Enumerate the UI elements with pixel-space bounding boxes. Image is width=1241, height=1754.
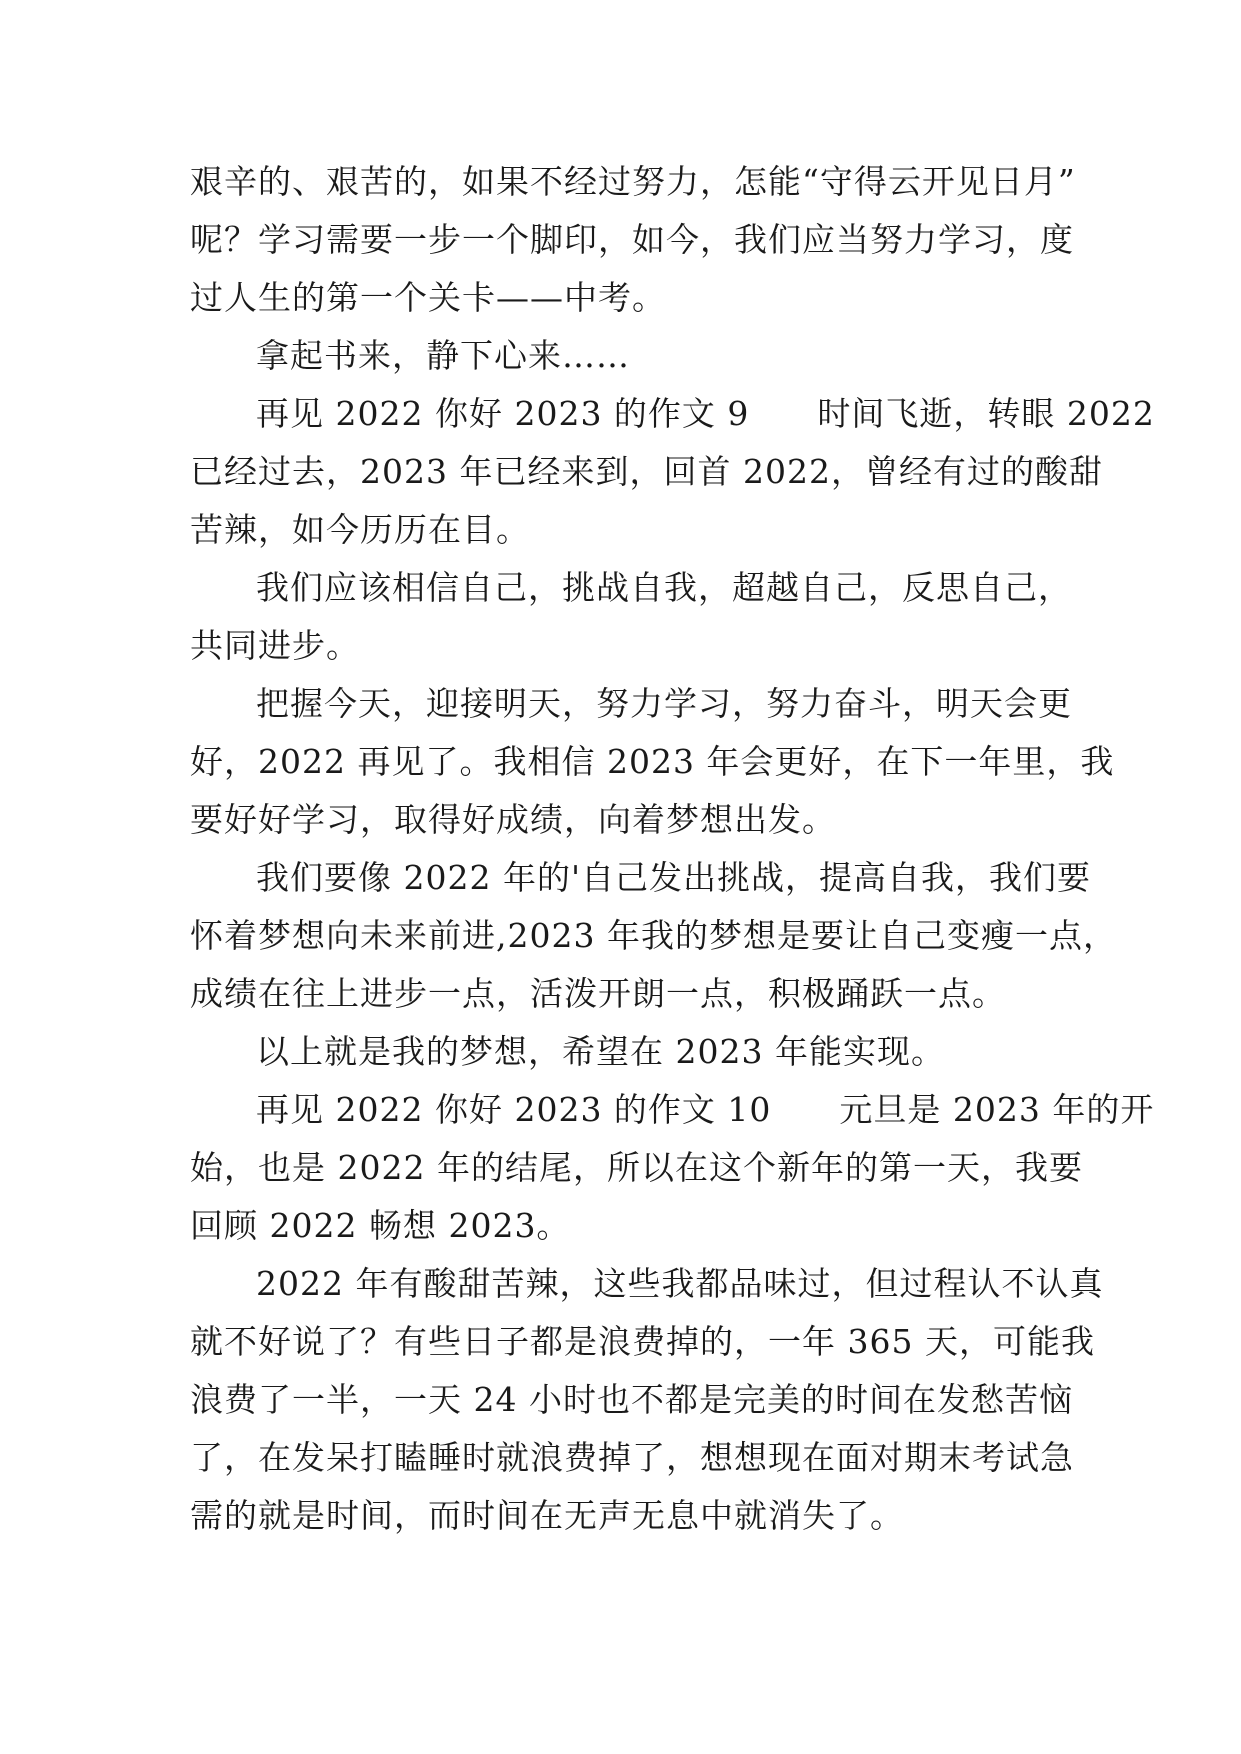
- text-line: 共同进步。: [190, 626, 360, 665]
- paragraph-start-line: 我们要像 2022 年的'自己发出挑战，提高自我，我们要: [256, 858, 1092, 897]
- text-line: 浪费了一半，一天 24 小时也不都是完美的时间在发愁苦恼: [190, 1380, 1073, 1419]
- text-line: 就不好说了？有些日子都是浪费掉的，一年 365 天，可能我: [190, 1322, 1095, 1361]
- text-line: 怀着梦想向未来前进,2023 年我的梦想是要让自己变瘦一点，: [190, 916, 1117, 955]
- text-line: 好，2022 再见了。我相信 2023 年会更好，在下一年里，我: [190, 742, 1115, 781]
- paragraph-start-line: 以上就是我的梦想，希望在 2023 年能实现。: [256, 1032, 945, 1071]
- paragraph-start-line: 拿起书来，静下心来……: [256, 336, 630, 375]
- text-line: 苦辣，如今历历在目。: [190, 510, 530, 549]
- text-line: 了，在发呆打瞌睡时就浪费掉了，想想现在面对期末考试急: [190, 1438, 1074, 1477]
- paragraph-start-line: 2022 年有酸甜苦辣，这些我都品味过，但过程认不认真: [256, 1264, 1104, 1303]
- text-line: 要好好学习，取得好成绩，向着梦想出发。: [190, 800, 836, 839]
- section-heading-line: 再见 2022 你好 2023 的作文 9 时间飞逝，转眼 2022: [256, 394, 1155, 433]
- text-line: 已经过去，2023 年已经来到，回首 2022，曾经有过的酸甜: [190, 452, 1103, 491]
- document-body: [190, 153, 1155, 1545]
- text-line: 始，也是 2022 年的结尾，所以在这个新年的第一天，我要: [190, 1148, 1083, 1187]
- section-heading-line: 再见 2022 你好 2023 的作文 10 元旦是 2023 年的开: [256, 1090, 1155, 1129]
- text-line: 成绩在往上进步一点，活泼开朗一点，积极踊跃一点。: [190, 974, 1006, 1013]
- text-line: 呢？学习需要一步一个脚印，如今，我们应当努力学习，度: [190, 220, 1074, 259]
- paragraph-start-line: 我们应该相信自己，挑战自我，超越自己，反思自己，: [256, 568, 1072, 607]
- text-line: 艰辛的、艰苦的，如果不经过努力，怎能“守得云开见日月”: [190, 162, 1076, 201]
- text-line: 回顾 2022 畅想 2023。: [190, 1206, 571, 1245]
- paragraph-start-line: 把握今天，迎接明天，努力学习，努力奋斗，明天会更: [256, 684, 1072, 723]
- text-line: 过人生的第一个关卡——中考。: [190, 278, 666, 317]
- text-line: 需的就是时间，而时间在无声无息中就消失了。: [190, 1496, 904, 1535]
